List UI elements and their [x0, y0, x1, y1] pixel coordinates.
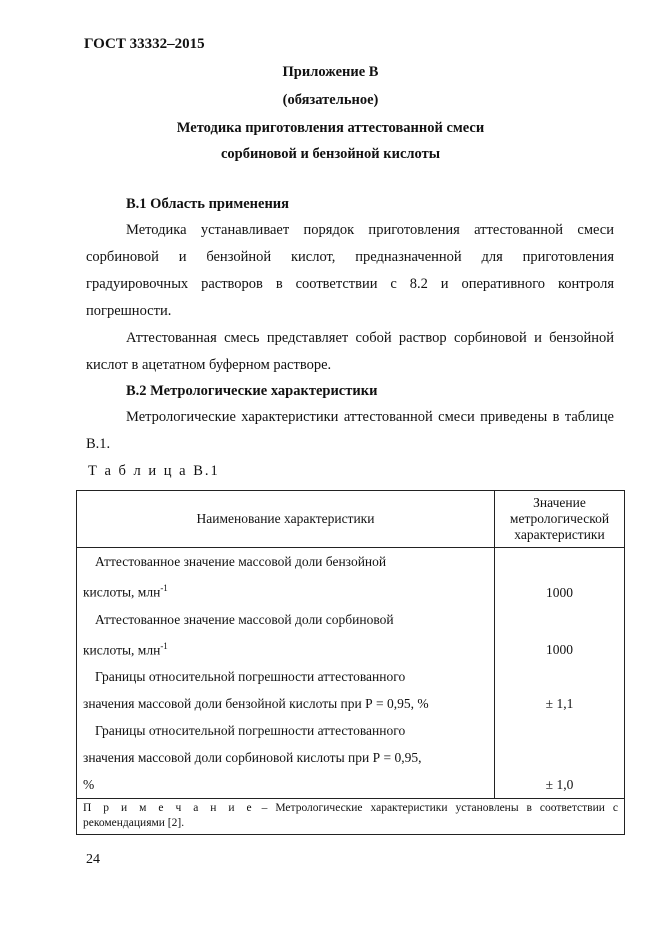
row-name-line1: Границы относительной погрешности аттестованного: [95, 669, 406, 684]
col-header-value-l3: характеристики: [514, 527, 605, 542]
appendix-name-line2: сорбиновой и бензойной кислоты: [220, 146, 441, 162]
table-note-row: [77, 799, 625, 835]
col-header-value-l1: Значение: [533, 495, 586, 510]
characteristics-table: [76, 490, 625, 835]
row-name-line1: Границы относительной погрешности аттестованного: [95, 723, 406, 738]
table-caption: Т а б л и ц а В.1: [88, 463, 220, 479]
table-note: [77, 799, 625, 835]
table-row: [77, 663, 625, 717]
row-value: 1000: [495, 548, 625, 606]
appendix-status: (обязательное): [282, 92, 379, 108]
row-name-line1: Аттестованное значение массовой доли бензойной: [95, 554, 387, 569]
table-header-row: [77, 491, 625, 548]
row-name: [77, 548, 495, 606]
row-name-line3: %: [83, 777, 95, 792]
table-row: [77, 606, 625, 664]
row-value: ± 1,0: [495, 717, 625, 799]
section1-para2: Аттестованная смесь представляет собой раствор сорбиновой и бензойной кислот в ацетатном буферном растворе.: [86, 330, 614, 373]
col-header-name: Наименование характеристики: [77, 491, 495, 548]
row-name-line1: Аттестованное значение массовой доли сорбиновой: [95, 611, 394, 627]
note-label: П р и м е ч а н и е: [83, 802, 254, 814]
col-header-value: [495, 491, 625, 548]
page-number: 24: [86, 852, 100, 867]
table-row: [77, 717, 625, 799]
section1-heading: В.1 Область применения: [126, 196, 290, 212]
row-name: [77, 663, 495, 717]
appendix-title: Приложение В: [282, 64, 379, 80]
row-name: [77, 717, 495, 799]
row-value: 1000: [495, 606, 625, 664]
row-name-line2: кислоты, млн$^{-1}$: [83, 583, 168, 600]
row-name-line2: кислоты, млн$^{-1}$: [83, 640, 168, 657]
appendix-name-line1: Методика приготовления аттестованной смеси: [176, 120, 485, 136]
row-name-line2: значения массовой доли бензойной кислоты при Р = 0,95, %: [83, 696, 429, 711]
section2-para1: Метрологические характеристики аттестованной смеси приведены в таблице В.1.: [86, 409, 614, 452]
note-text: – Метрологические характеристики установлены в соответствии с рекомендациями [2].: [83, 802, 618, 829]
section1-para1: Методика устанавливает порядок приготовления аттестованной смеси сорбиновой и бензойной кислот, предназначенной для приготовления градуировочных растворов в соответствии с 8.2 и оперативного контроля погрешности.: [86, 222, 614, 319]
section2-heading: В.2 Метрологические характеристики: [126, 383, 378, 399]
col-header-value-l2: метрологической: [509, 511, 610, 526]
document-code: ГОСТ 33332–2015: [84, 36, 205, 52]
row-name: [77, 606, 495, 664]
table-row: [77, 548, 625, 606]
row-value: ± 1,1: [495, 663, 625, 717]
row-name-line2: значения массовой доли сорбиновой кислоты при Р = 0,95,: [83, 750, 422, 765]
